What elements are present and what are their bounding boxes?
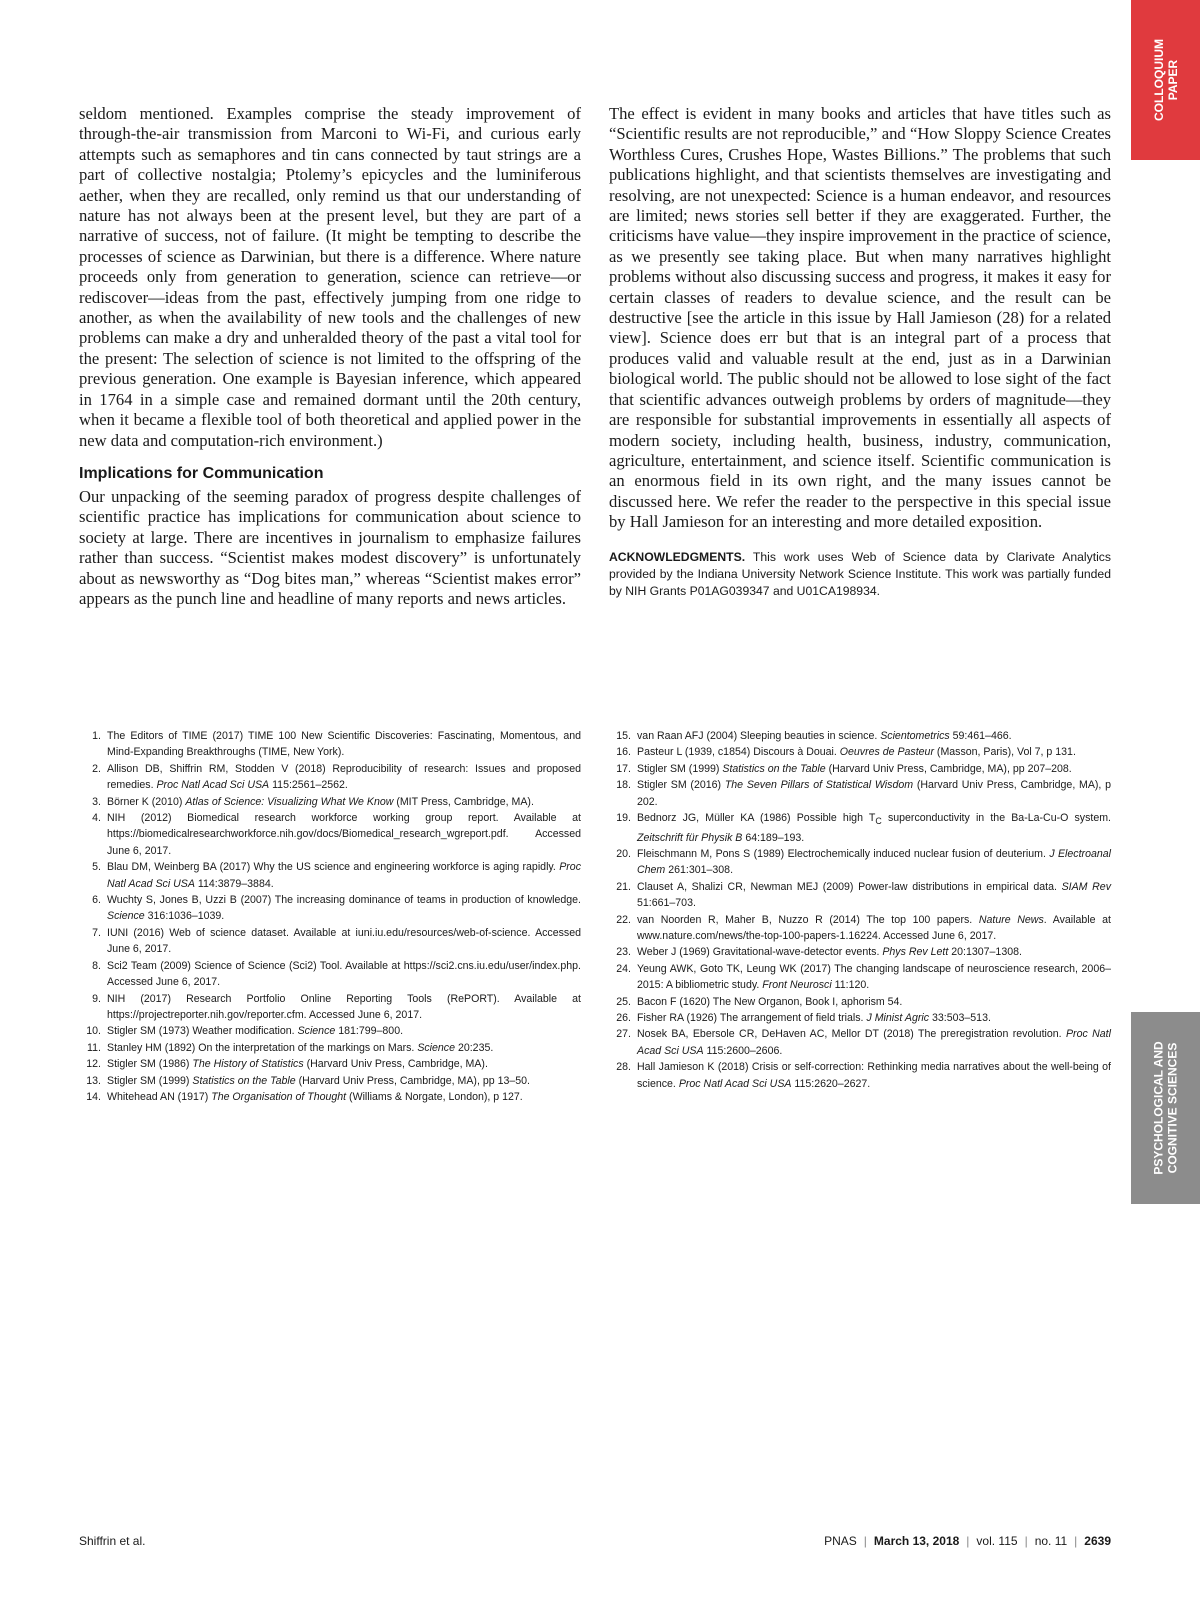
- category-label-line2: COGNITIVE SCIENCES: [1165, 1042, 1180, 1174]
- reference-item: [79, 892, 581, 925]
- footer-issue: no. 11: [1034, 1534, 1068, 1548]
- reference-item: [609, 1026, 1111, 1059]
- reference-text: [107, 1023, 581, 1039]
- left-text-column: [79, 104, 581, 609]
- reference-number: 18.: [616, 779, 631, 792]
- reference-source: Nature News: [978, 913, 1044, 926]
- reference-text: [107, 1056, 581, 1072]
- reference-text: [637, 879, 1111, 912]
- reference-details: 316:1036–1039.: [144, 910, 225, 923]
- reference-source: Proc Natl Acad Sci USA: [107, 861, 581, 890]
- reference-number: 24.: [616, 962, 631, 975]
- reference-item: [79, 925, 581, 958]
- reference-body: IUNI (2016) Web of science dataset. Available at iuni.iu.edu/resources/web-of-science. Accessed June 6, 2017.: [107, 926, 581, 956]
- reference-number: 1.: [92, 730, 101, 742]
- reference-number: 6.: [92, 894, 101, 907]
- reference-source: The Seven Pillars of Statistical Wisdom: [724, 779, 914, 792]
- tab-label-line2: PAPER: [1165, 59, 1180, 101]
- reference-number: 17.: [616, 762, 631, 775]
- reference-details: 64:189–193.: [742, 831, 805, 844]
- reference-number: 15.: [616, 730, 631, 742]
- reference-body: Pasteur L (1939, c1854) Discours à Douai.: [637, 746, 840, 759]
- reference-source: Statistics on the Table: [722, 762, 826, 775]
- reference-details: 115:2620–2627.: [791, 1077, 871, 1090]
- reference-text: [637, 777, 1111, 810]
- reference-number: 23.: [616, 946, 631, 959]
- reference-body: Fisher RA (1926) The arrangement of field trials.: [637, 1012, 867, 1025]
- reference-details: 261:301–308.: [665, 864, 734, 877]
- reference-text: [107, 794, 581, 810]
- reference-text: [107, 1073, 581, 1089]
- reference-text: [637, 961, 1111, 994]
- reference-item: [79, 859, 581, 892]
- reference-item: [609, 744, 1111, 760]
- reference-body: Wuchty S, Jones B, Uzzi B (2007) The increasing dominance of teams in production of knowledge.: [107, 894, 581, 907]
- footer-separator: |: [863, 1534, 867, 1548]
- reference-number: 10.: [86, 1025, 101, 1038]
- reference-list-left: [79, 728, 581, 1105]
- reference-details: 51:661–703.: [637, 897, 696, 910]
- acknowledgments-text: This work uses Web of Science data by Clarivate Analytics provided by the Indiana University Network Science Institute. This work was partially funded by NIH Grants P01AG039347 and U01CA198934.: [609, 549, 1111, 598]
- reference-number: 14.: [86, 1090, 101, 1103]
- reference-details: (Harvard Univ Press, Cambridge, MA), pp 13–50.: [295, 1074, 530, 1087]
- reference-details: 20:1307–1308.: [948, 946, 1022, 959]
- body-paragraph: Our unpacking of the seeming paradox of progress despite challenges of scientific practice has implications for communication about science to society at large. There are incentives in journalism to emphasize failures rather than success. “Scientist makes modest discovery” is unfortunately about as newsworthy as “Dog bites man,” whereas “Scientist makes error” appears as the punch line and headline of many reports and news articles.: [79, 486, 581, 608]
- reference-details: 181:799–800.: [335, 1025, 404, 1038]
- reference-details: (Williams & Norgate, London), p 127.: [346, 1090, 523, 1103]
- reference-details: 59:461–466.: [949, 730, 1012, 742]
- reference-number: 8.: [92, 959, 101, 972]
- section-category-tab: [1131, 1012, 1200, 1204]
- reference-source: Science: [107, 910, 145, 923]
- reference-body: Stigler SM (1986): [107, 1058, 193, 1071]
- reference-body: Bacon F (1620) The New Organon, Book I, aphorism 54.: [637, 995, 903, 1008]
- reference-body: Whitehead AN (1917): [107, 1090, 212, 1103]
- reference-body: Stigler SM (1973) Weather modification.: [107, 1025, 298, 1038]
- reference-text: [637, 1059, 1111, 1092]
- footer-date: March 13, 2018: [873, 1534, 960, 1548]
- reference-number: 7.: [92, 926, 101, 939]
- reference-number: 13.: [86, 1074, 101, 1087]
- reference-number: 9.: [92, 992, 101, 1005]
- reference-source: Front Neurosci: [762, 979, 832, 992]
- body-paragraph: The effect is evident in many books and articles that have titles such as “Scientific results are not reproducible,” and “How Sloppy Science Creates Worthless Cures, Crushes Hope, Wastes Billions.” The problems that such publications highlight, and that scientists themselves are investigating and resolving, are not unexpected: Science is a human endeavor, and resources are limited; news stories sell better if they are exaggerated. Further, the criticisms have value—they inspire improvement in the practice of science, as we presently see taking place. But when many narratives highlight problems without also discussing success and progress, it makes it easy for certain classes of readers to devalue science, and the result can be destructive [see the article in this issue by Hall Jamieson (28) for a related view]. Science does err but that is an integral part of a process that produces valid and valuable result at the end, just as in a Darwinian biological world. The public should not be allowed to lose sight of the fact that scientific advances outweigh problems by orders of magnitude—they are responsible for substantial improvements in essentially all aspects of modern society, including health, business, industry, communication, agriculture, entertainment, and science itself. Scientific communication is an enormous field in its own right, and the many issues cannot be discussed here. We refer the reader to the perspective in this special issue by Hall Jamieson for an interesting and more detailed exposition.: [609, 104, 1111, 532]
- reference-text: [107, 958, 581, 991]
- reference-source: Proc Natl Acad Sci USA: [678, 1077, 792, 1090]
- reference-number: 16.: [616, 746, 631, 759]
- reference-details: . Available at www.nature.com/news/the-top-100-papers-1.16224. Accessed June 6, 2017.: [637, 913, 1111, 942]
- reference-item: [609, 810, 1111, 846]
- reference-item: [609, 1010, 1111, 1026]
- reference-body: Hall Jamieson K (2018) Crisis or self-correction: Rethinking media narratives about the well-being of science.: [637, 1061, 1111, 1090]
- acknowledgments-label: ACKNOWLEDGMENTS.: [609, 549, 746, 564]
- reference-item: [79, 728, 581, 761]
- footer-page-number: 2639: [1084, 1534, 1111, 1548]
- footer-separator: |: [966, 1534, 970, 1548]
- reference-item: [79, 991, 581, 1024]
- footer-separator: |: [1024, 1534, 1028, 1548]
- reference-text: [637, 744, 1111, 760]
- reference-source: Zeitschrift für Physik B: [637, 831, 743, 844]
- reference-source: Atlas of Science: Visualizing What We Know: [185, 795, 394, 808]
- reference-details: 115:2561–2562.: [269, 779, 348, 792]
- reference-details: 11:120.: [831, 979, 870, 992]
- reference-item: [609, 728, 1111, 744]
- reference-body: Bednorz JG, Müller KA (1986) Possible high T: [637, 812, 876, 825]
- reference-item: [609, 994, 1111, 1010]
- reference-number: 4.: [92, 812, 101, 825]
- footer-authors: Shiffrin et al.: [79, 1534, 146, 1548]
- reference-source: Proc Natl Acad Sci USA: [637, 1028, 1111, 1057]
- reference-subscript: C: [875, 816, 882, 827]
- reference-source: J Electroanal Chem: [637, 847, 1111, 877]
- reference-text: [637, 728, 1111, 744]
- reference-number: 2.: [92, 762, 101, 775]
- reference-details: (Harvard Univ Press, Cambridge, MA).: [303, 1058, 488, 1071]
- reference-text: [107, 728, 581, 761]
- reference-body: van Noorden R, Maher B, Nuzzo R (2014) The top 100 papers.: [637, 913, 979, 926]
- reference-body: Fleischmann M, Pons S (1989) Electrochemically induced nuclear fusion of deuterium.: [637, 847, 1050, 860]
- footer-separator: |: [1074, 1534, 1078, 1548]
- reference-body: Stigler SM (1999): [107, 1074, 193, 1087]
- reference-text: [107, 1040, 581, 1056]
- reference-number: 22.: [616, 913, 631, 926]
- reference-item: [609, 944, 1111, 960]
- acknowledgments: [609, 549, 1111, 600]
- reference-body: Weber J (1969) Gravitational-wave-detector events.: [637, 946, 883, 959]
- section-heading: Implications for Communication: [79, 464, 324, 482]
- reference-text: [107, 1089, 581, 1105]
- reference-item: [79, 1040, 581, 1056]
- reference-item: [79, 1023, 581, 1039]
- reference-item: [79, 1089, 581, 1105]
- reference-body: Blau DM, Weinberg BA (2017) Why the US science and engineering workforce is aging rapidly.: [107, 861, 560, 874]
- reference-number: 20.: [616, 847, 631, 860]
- reference-details: 115:2600–2606.: [703, 1044, 783, 1057]
- reference-body: Börner K (2010): [107, 795, 186, 808]
- reference-source: SIAM Rev: [1061, 880, 1111, 893]
- reference-number: 27.: [616, 1028, 631, 1041]
- reference-source: J Minist Agric: [866, 1012, 930, 1025]
- reference-body: The Editors of TIME (2017) TIME 100 New Scientific Discoveries: Fascinating, Momentous, and Mind-Expanding Breakthroughs (TIME, New York).: [107, 730, 581, 759]
- reference-details: (Harvard Univ Press, Cambridge, MA), pp 207–208.: [825, 762, 1072, 775]
- reference-body: Stigler SM (1999): [637, 762, 723, 775]
- reference-body: Sci2 Team (2009) Science of Science (Sci2) Tool. Available at https://sci2.cns.iu.edu/user/index.php. Accessed June 6, 2017.: [107, 959, 581, 989]
- reference-number: 3.: [92, 795, 101, 808]
- reference-source: Statistics on the Table: [192, 1074, 296, 1087]
- reference-number: 12.: [86, 1058, 101, 1071]
- footer-journal: PNAS: [824, 1534, 857, 1548]
- reference-details: 20:235.: [455, 1041, 494, 1054]
- reference-body: van Raan AFJ (2004) Sleeping beauties in science.: [637, 730, 881, 742]
- reference-body: superconductivity in the Ba-La-Cu-O system.: [881, 812, 1112, 825]
- reference-text: [637, 944, 1111, 960]
- reference-details: (MIT Press, Cambridge, MA).: [393, 795, 534, 808]
- footer-citation: [824, 1534, 1111, 1548]
- reference-text: [107, 892, 581, 925]
- reference-item: [79, 1073, 581, 1089]
- reference-text: [637, 810, 1111, 846]
- reference-number: 5.: [92, 861, 101, 874]
- reference-number: 11.: [87, 1041, 101, 1054]
- reference-text: [107, 810, 581, 859]
- reference-item: [609, 846, 1111, 879]
- reference-text: [637, 1026, 1111, 1059]
- reference-source: Proc Natl Acad Sci USA: [156, 779, 270, 792]
- reference-number: 28.: [616, 1061, 631, 1074]
- reference-body: Stigler SM (2016): [637, 779, 725, 792]
- reference-text: [637, 761, 1111, 777]
- body-paragraph: seldom mentioned. Examples comprise the steady improvement of through-the-air transmission from Marconi to Wi-Fi, and curious early attempts such as semaphores and tin cans connected by taut strings are a part of collective nostalgia; Ptolemy’s epicycles and the luminiferous aether, when they are recalled, only remind us that our understanding of nature has not always been at the present level, but they are part of a narrative of success, not of failure. (It might be tempting to describe the processes of science as Darwinian, but there is a difference. Where nature proceeds only from generation to generation, science can retrieve—or rediscover—ideas from the past, effectively jumping from one ridge to another, as when the availability of new tools and the challenges of new problems can make a dry and unheralded theory of the past a vital tool for the present: The selection of science is not limited to the offspring of the previous generation. One example is Bayesian inference, which appeared in 1764 in a simple case and remained dormant until the 20th century, when it became a flexible tool of both theoretical and applied power in the new data and computation-rich environment.): [79, 104, 581, 450]
- reference-number: 19.: [616, 812, 631, 825]
- reference-source: The History of Statistics: [192, 1058, 304, 1071]
- colloquium-paper-tab: [1131, 0, 1200, 160]
- tab-label-line1: COLLOQUIUM: [1151, 39, 1166, 121]
- reference-item: [609, 777, 1111, 810]
- reference-text: [107, 761, 581, 794]
- reference-number: 25.: [616, 995, 631, 1008]
- reference-item: [609, 1059, 1111, 1092]
- reference-source: The Organisation of Thought: [211, 1090, 347, 1103]
- reference-text: [107, 991, 581, 1024]
- reference-list-right: [609, 728, 1111, 1092]
- reference-source: Science: [297, 1025, 336, 1038]
- category-label-line1: PSYCHOLOGICAL AND: [1151, 1041, 1166, 1175]
- reference-source: Science: [417, 1041, 456, 1054]
- reference-item: [79, 1056, 581, 1072]
- reference-item: [609, 761, 1111, 777]
- reference-item: [609, 879, 1111, 912]
- reference-number: 26.: [616, 1012, 631, 1025]
- reference-item: [79, 958, 581, 991]
- reference-text: [637, 846, 1111, 879]
- reference-body: Allison DB, Shiffrin RM, Stodden V (2018) Reproducibility of research: Issues and proposed remedies.: [107, 762, 581, 792]
- reference-item: [609, 961, 1111, 994]
- footer-volume: vol. 115: [976, 1534, 1018, 1548]
- reference-item: [79, 794, 581, 810]
- right-text-column: [609, 104, 1111, 600]
- reference-details: 114:3879–3884.: [194, 877, 274, 890]
- reference-details: (Harvard Univ Press, Cambridge, MA), p 202.: [637, 779, 1112, 808]
- reference-source: Oeuvres de Pasteur: [839, 746, 934, 759]
- reference-text: [637, 994, 1111, 1010]
- reference-body: Yeung AWK, Goto TK, Leung WK (2017) The changing landscape of neuroscience research, 2006–2015: A bibliometric study.: [637, 962, 1111, 992]
- reference-text: [637, 912, 1111, 945]
- reference-source: Phys Rev Lett: [882, 946, 949, 959]
- reference-details: 33:503–513.: [929, 1012, 991, 1025]
- reference-details: (Masson, Paris), Vol 7, p 131.: [933, 746, 1076, 759]
- reference-body: NIH (2012) Biomedical research workforce working group report. Available at https://biomedicalresearchworkforce.nih.gov/docs/Biomedical_research_wgreport.pdf. Accessed June 6, 2017.: [107, 812, 581, 857]
- reference-item: [609, 912, 1111, 945]
- reference-body: Nosek BA, Ebersole CR, DeHaven AC, Mellor DT (2018) The preregistration revolution.: [637, 1028, 1066, 1041]
- reference-item: [79, 810, 581, 859]
- reference-text: [107, 859, 581, 892]
- reference-body: Clauset A, Shalizi CR, Newman MEJ (2009) Power-law distributions in empirical data.: [637, 880, 1062, 893]
- reference-body: Stanley HM (1892) On the interpretation of the markings on Mars.: [107, 1041, 418, 1054]
- reference-item: [79, 761, 581, 794]
- reference-number: 21.: [616, 880, 631, 893]
- reference-body: NIH (2017) Research Portfolio Online Reporting Tools (RePORT). Available at https://projectreporter.nih.gov/reporter.cfm. Accessed June 6, 2017.: [107, 992, 581, 1021]
- reference-text: [637, 1010, 1111, 1026]
- reference-text: [107, 925, 581, 958]
- reference-source: Scientometrics: [880, 730, 950, 742]
